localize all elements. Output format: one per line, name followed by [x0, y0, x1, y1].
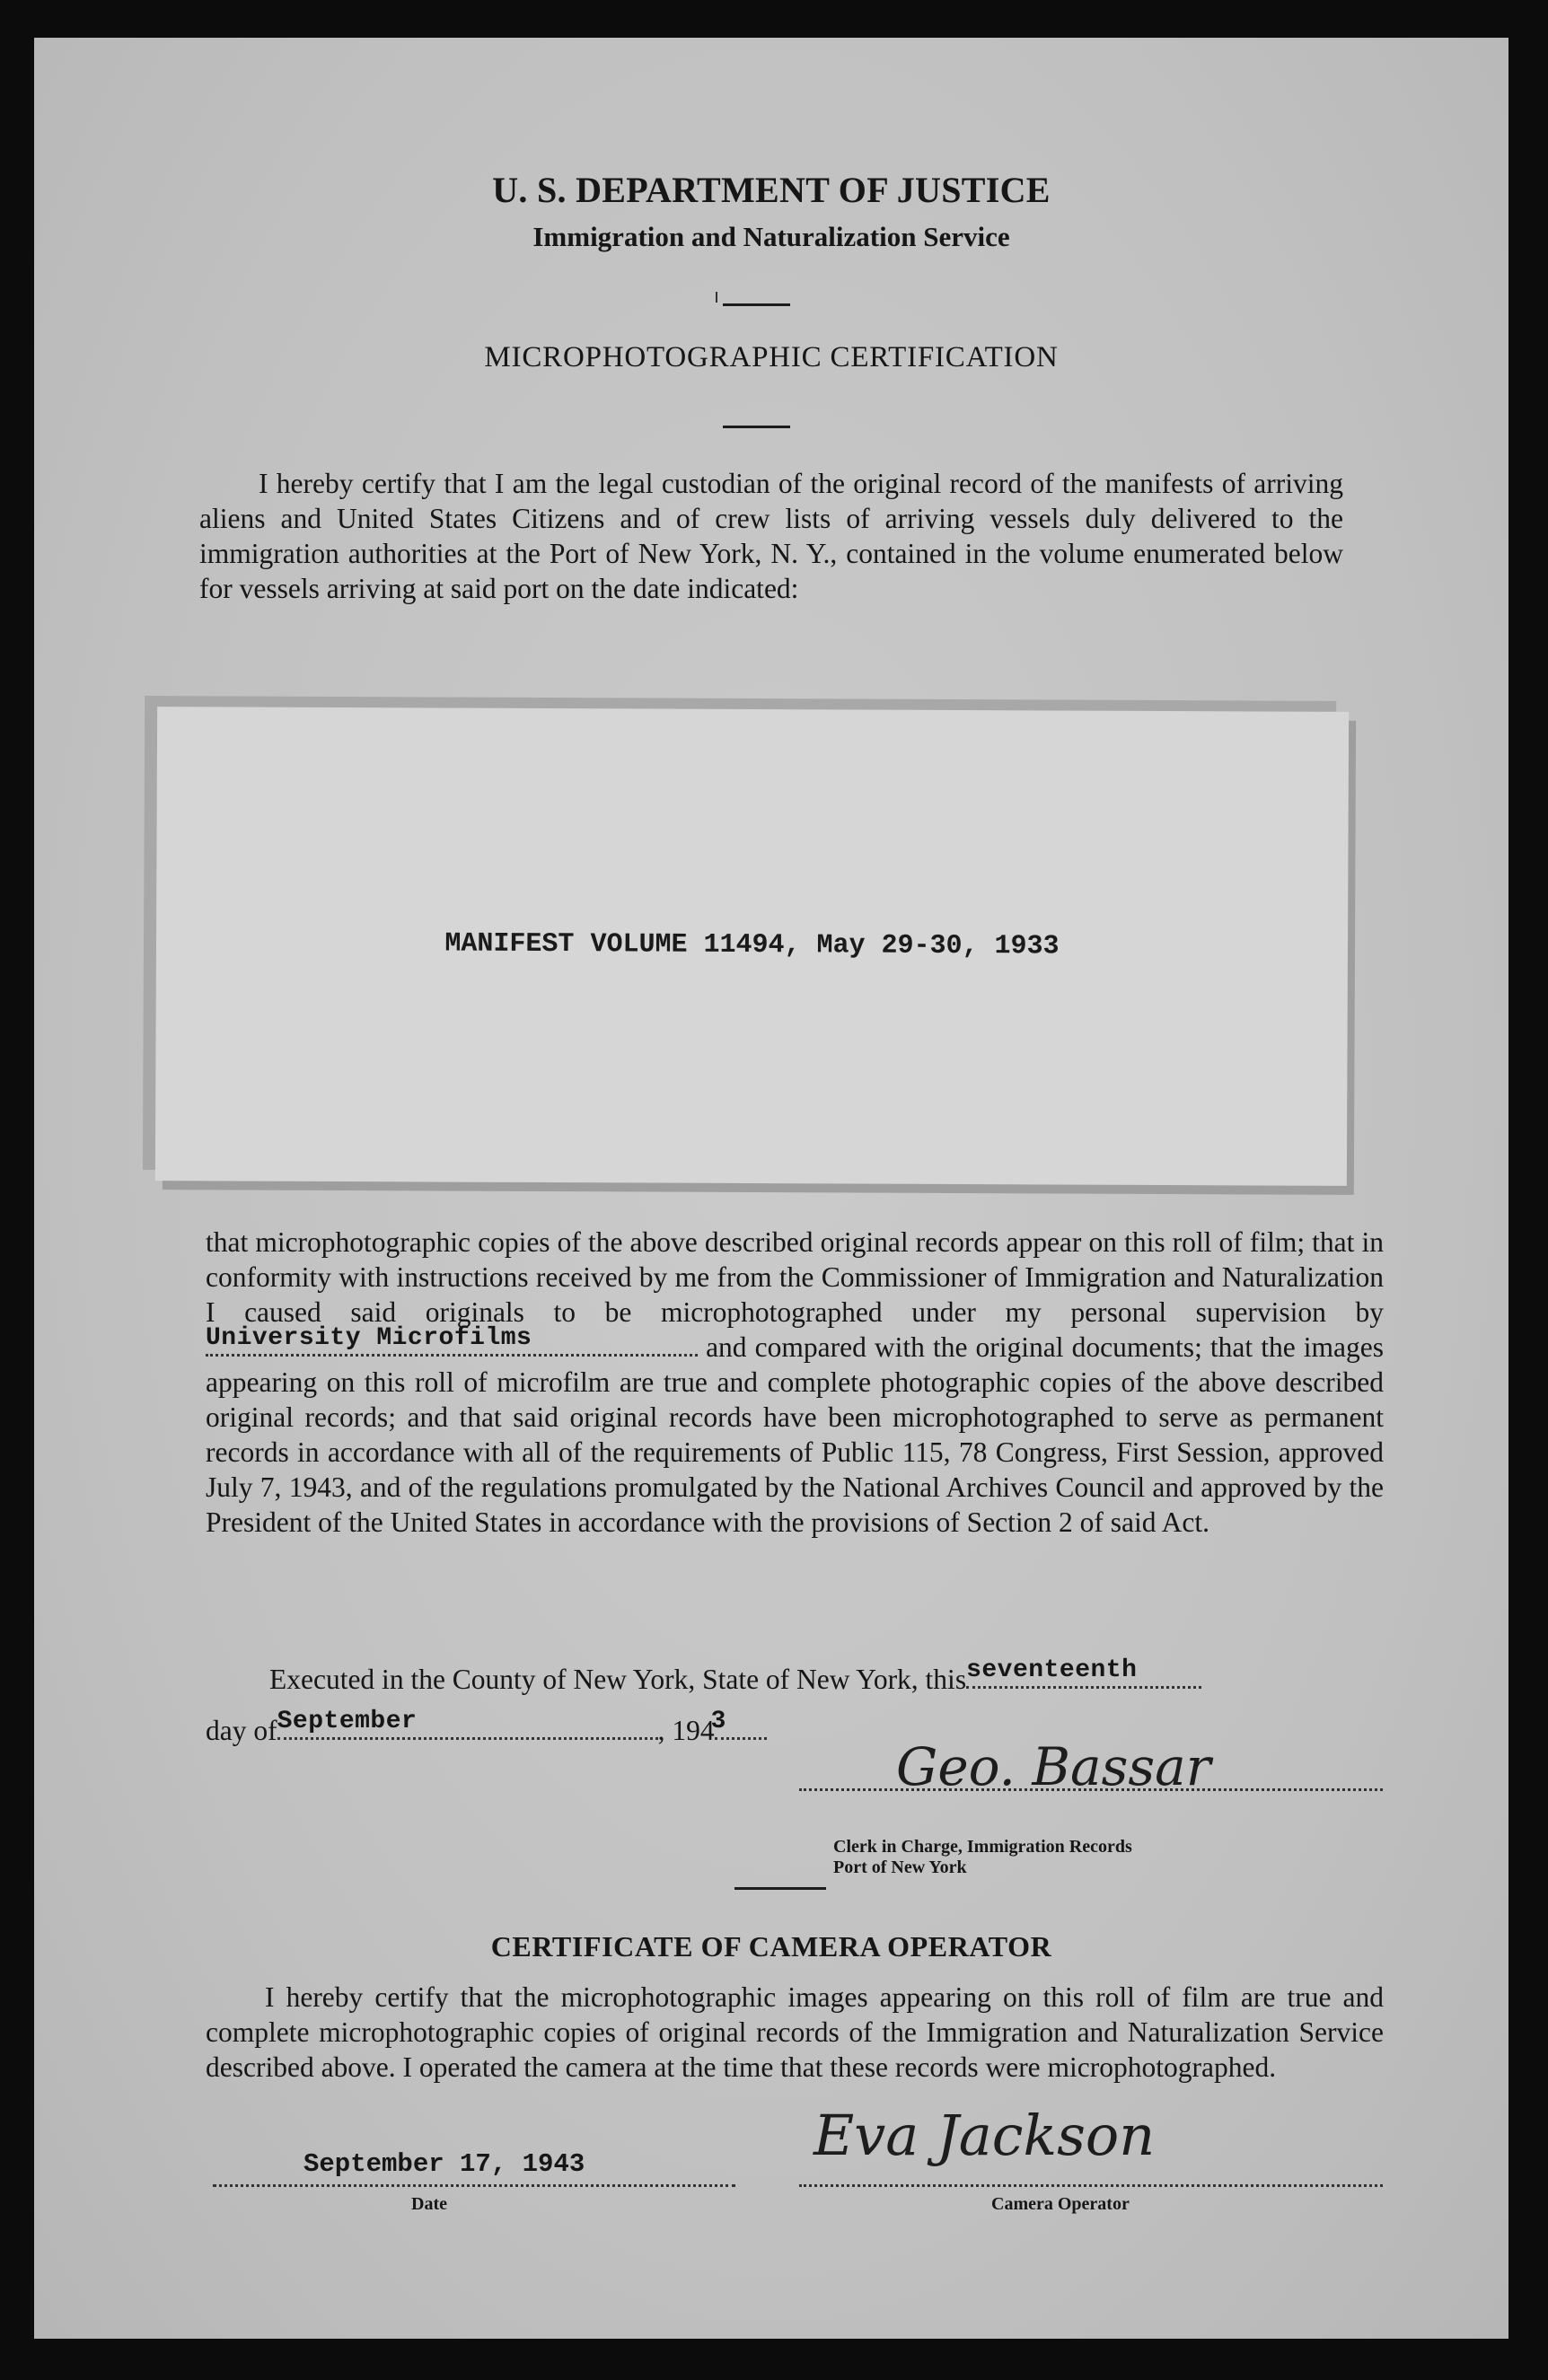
year-digit: 3: [710, 1708, 726, 1735]
clerk-title-line2: Port of New York: [833, 1857, 967, 1877]
divider-tick: [716, 292, 717, 303]
service-subheading: Immigration and Naturalization Service: [532, 221, 1010, 252]
date-label: Date: [411, 2194, 447, 2214]
certification-title: MICROPHOTOGRAPHIC CERTIFICATION: [484, 341, 1059, 373]
executed-line: [269, 1656, 1392, 1697]
supervisor-field: [206, 1324, 698, 1357]
body-paragraph: [206, 1225, 1384, 1540]
department-heading: U. S. DEPARTMENT OF JUSTICE: [492, 170, 1051, 210]
body-text-part1: that microphotographic copies of the above described original records appear on this roll of film; that in conformity with instructions received by me from the Commissioner of Immigration and Naturalization I caused said originals to be microphotographed under my personal supervision by: [206, 1226, 1384, 1328]
month-value: September: [277, 1708, 418, 1735]
divider-rule: [723, 303, 790, 306]
camera-operator-heading: CERTIFICATE OF CAMERA OPERATOR: [490, 1930, 1052, 1963]
clerk-title-line1: Clerk in Charge, Immigration Records: [833, 1837, 1132, 1857]
clerk-signature: Geo. Bassar: [896, 1736, 1211, 1797]
date-line: [206, 1708, 1014, 1748]
body-text-part2: and compared with the original documents; that the images appearing on this roll of microfilm are true and complete photographic copies of the above described original records; and that said original records have been microphotographed to serve as permanent records in accordance with all of the requirements of Public 115, 78 Congress, First Session, approved July 7, 1943, and of the regulations promulgated by the National Archives Council and approved by the President of the United States in accordance with the provisions of Section 2 of said Act.: [206, 1331, 1384, 1538]
manifest-volume-text: MANIFEST VOLUME 11494, May 29-30, 1933: [444, 928, 1060, 962]
operator-signature-line: [799, 2184, 1383, 2187]
day-of-label: day of: [206, 1715, 277, 1746]
camera-operator-paragraph: I hereby certify that the microphotographic images appearing on this roll of film are true and complete microphotographic copies of original records of the Immigration and Naturalization Service described above. I operated the camera at the time that these records were microphotographed.: [206, 1981, 1384, 2083]
divider-rule: [723, 426, 790, 428]
operator-date-value: September 17, 1943: [303, 2149, 585, 2179]
month-field: [277, 1708, 658, 1740]
operator-signature: Eva Jackson: [814, 2103, 1156, 2168]
date-signature-line: [213, 2184, 735, 2187]
volume-slip: [155, 707, 1349, 1186]
year-prefix: , 194: [657, 1715, 715, 1746]
year-field: [710, 1708, 767, 1740]
supervisor-value: University Microfilms: [206, 1324, 532, 1352]
executed-text: Executed in the County of New York, State of New York, this: [269, 1664, 967, 1695]
day-field: [966, 1656, 1201, 1689]
certificate-sheet: [34, 38, 1508, 2339]
intro-paragraph: I hereby certify that I am the legal custodian of the original record of the manifests of arriving aliens and United States Citizens and of crew lists of arriving vessels duly delivered to the immigration authorities at the Port of New York, N. Y., contained in the volume enumerated below for vessels arriving at said port on the date indicated:: [199, 468, 1343, 604]
clerk-title: [833, 1837, 1132, 1878]
camera-operator-label: Camera Operator: [991, 2194, 1130, 2214]
day-value: seventeenth: [966, 1656, 1138, 1684]
divider-rule: [734, 1887, 826, 1890]
